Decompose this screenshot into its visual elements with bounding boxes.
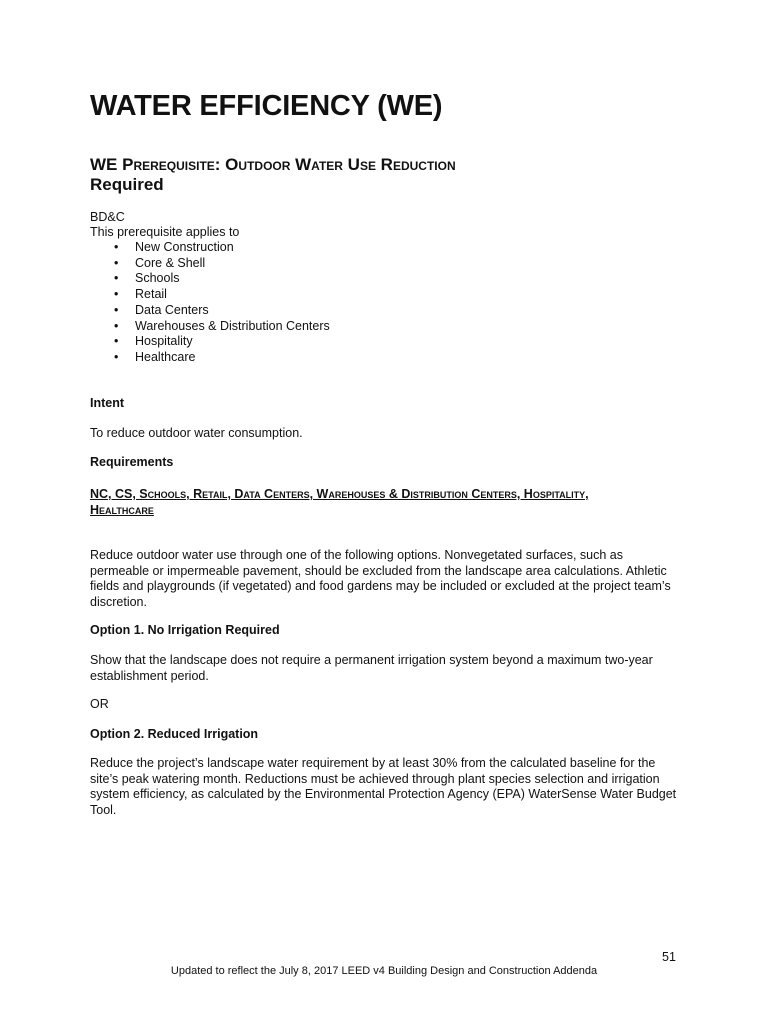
page-title: WATER EFFICIENCY (WE) <box>90 90 443 122</box>
list-item: • Hospitality <box>90 334 330 350</box>
list-item: • Data Centers <box>90 303 330 319</box>
requirements-heading: Requirements <box>90 455 174 469</box>
prerequisite-heading <box>90 155 456 195</box>
prerequisite-name: Prerequisite: Outdoor Water Use Reduction <box>122 155 456 174</box>
option1-text: Show that the landscape does not require a permanent irrigation system beyond a maximum two-year establishment period. <box>90 653 653 683</box>
option2-text: Reduce the project’s landscape water requirement by at least 30% from the calculated baseline for the site’s peak watering month. Reductions must be achieved through plant species selection and irrigation system efficiency, as calculated by the Environmental Protection Agency (EPA) WaterSense Water Budget Tool. <box>90 756 677 817</box>
list-item: • Retail <box>90 287 330 303</box>
page-number: 51 <box>662 950 676 964</box>
option2-heading: Option 2. Reduced Irrigation <box>90 727 259 741</box>
requirements-text: Reduce outdoor water use through one of the following options. Nonvegetated surfaces, such as permeable or impermeable pavement, should be excluded from the landscape area calculations. Athletic fields and playgrounds (if vegetated) and food gardens may be included or excluded at the project team’s discretion. <box>90 548 671 609</box>
prerequisite-prefix: WE <box>90 155 123 174</box>
applicable-categories: NC, CS, Schools, Retail, Data Centers, Warehouses & Distribution Centers, Hospitality, Healthcare <box>90 487 589 517</box>
or-separator: OR <box>90 697 109 711</box>
list-item: • Warehouses & Distribution Centers <box>90 319 330 335</box>
prerequisite-title <box>90 155 456 175</box>
intent-text: To reduce outdoor water consumption. <box>90 426 303 440</box>
applies-intro: This prerequisite applies to <box>90 225 240 239</box>
page-footer: Updated to reflect the July 8, 2017 LEED v4 Building Design and Construction Addenda <box>170 965 598 977</box>
applies-list <box>90 240 330 366</box>
rating-system: BD&C <box>90 210 125 224</box>
list-item: • Core & Shell <box>90 256 330 272</box>
list-item: • Schools <box>90 271 330 287</box>
intent-heading: Intent <box>90 396 125 410</box>
list-item: • Healthcare <box>90 350 330 366</box>
prerequisite-status: Required <box>90 175 164 194</box>
list-item: • New Construction <box>90 240 330 256</box>
option1-heading: Option 1. No Irrigation Required <box>90 623 280 637</box>
